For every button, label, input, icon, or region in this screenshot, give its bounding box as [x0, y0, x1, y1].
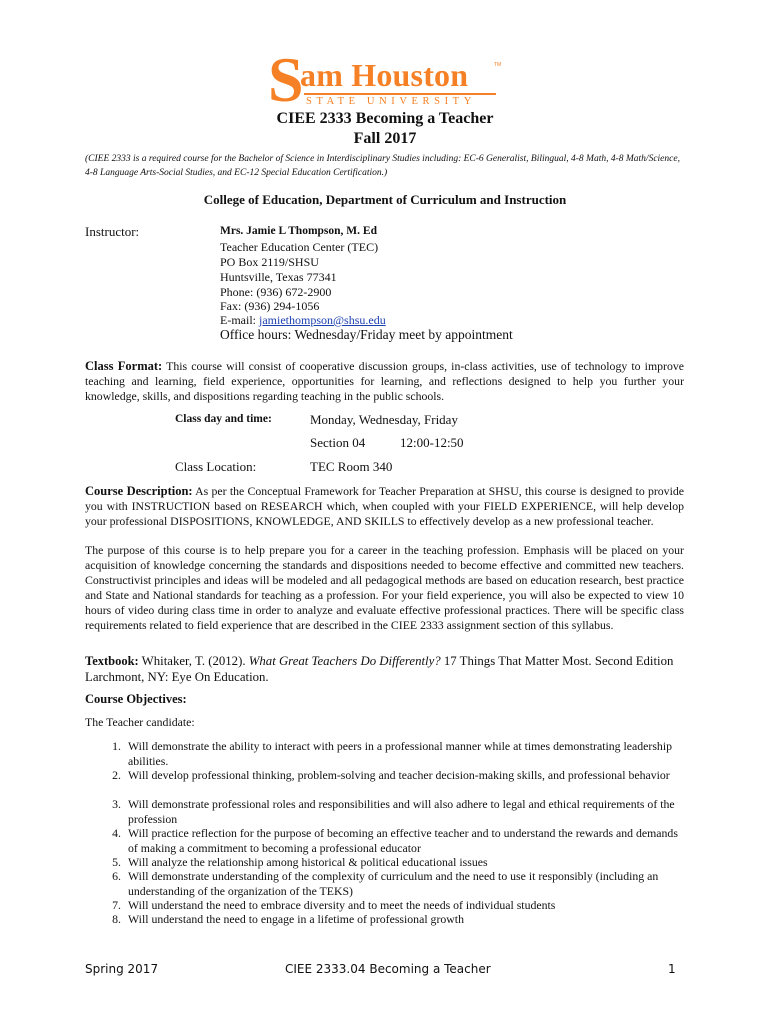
class-days: Monday, Wednesday, Friday [310, 412, 458, 427]
objective-number: 5. [112, 855, 121, 869]
objective-number: 6. [112, 869, 121, 883]
course-title: CIEE 2333 Becoming a Teacher [276, 110, 494, 127]
class-day-label: Class day and time: [175, 413, 272, 425]
objective-number: 2. [112, 768, 121, 782]
instructor-email-line [220, 313, 386, 328]
objective-number: 4. [112, 826, 121, 840]
textbook-author: Whitaker, T. (2012). [138, 654, 249, 668]
objective-text: Will understand the need to engage in a lifetime of professional growth [128, 912, 464, 926]
objective-number: 1. [112, 739, 121, 753]
objective-text: Will demonstrate professional roles and responsibilities and will also adhere to legal and ethical requirements of the profession [128, 797, 675, 826]
logo-wordmark: am Houston [300, 57, 469, 93]
instructor-fax: Fax: (936) 294-1056 [220, 299, 320, 313]
objective-number: 8. [112, 912, 121, 926]
objective-number: 3. [112, 797, 121, 811]
class-location-label: Class Location: [175, 459, 257, 474]
objective-text: Will demonstrate understanding of the complexity of curriculum and the need to use it responsibly (including an understanding of the organization of the TEKS) [128, 869, 659, 898]
objective-text: Will develop professional thinking, problem-solving and teacher decision-making skills, and professional behavior [128, 768, 670, 782]
instructor-address-1: Teacher Education Center (TEC) [220, 240, 379, 254]
objective-text: Will analyze the relationship among historical & political educational issues [128, 855, 488, 869]
objective-number: 7. [112, 898, 121, 912]
department-heading: College of Education, Department of Curriculum and Instruction [203, 192, 567, 207]
objectives-heading: Course Objectives: [85, 692, 187, 706]
textbook-paragraph [85, 653, 684, 685]
class-format-label: Class Format: [85, 359, 163, 373]
instructor-phone: Phone: (936) 672-2900 [220, 285, 332, 299]
instructor-name: Mrs. Jamie L Thompson, M. Ed [220, 225, 377, 237]
textbook-rest: 17 Things That Matter Most. Second Edition Larchmont, NY: Eye On Education. [85, 654, 674, 684]
footer-term: Spring 2017 [85, 962, 159, 976]
class-format-text: This course will consist of cooperative discussion groups, in-class activities, use of technology to improve teaching and learning, field experience, opportunities for learning, and reflections designed to help you further your knowledge, skills, and dispositions regarding teaching in the public schools. [85, 359, 684, 403]
course-note: (CIEE 2333 is a required course for the Bachelor of Science in Interdisciplinary Studies including: EC-6 Generalist, Bilingual, 4-8 Math, 4-8 Math/Science, 4-8 Language Arts-Social Studies, and EC-12 Special Education Certification.) [85, 154, 680, 178]
objective-text: Will practice reflection for the purpose of becoming an effective teacher and to understand the rewards and demands of making a commitment to becoming a professional educator [128, 826, 678, 855]
office-hours: Office hours: Wednesday/Friday meet by appointment [220, 327, 513, 342]
instructor-email-link[interactable]: jamiethompson@shsu.edu [259, 313, 386, 327]
course-description-text-1: As per the Conceptual Framework for Teacher Preparation at SHSU, this course is designed to provide you with INSTRUCTION based on RESEARCH which, when coupled with your FIELD EXPERIENCE, will help develop your professional DISPOSITIONS, KNOWLEDGE, AND SKILLS to effectively develop as a new professional teacher. [85, 484, 684, 528]
logo-trademark: TM [494, 62, 502, 68]
instructor-address-2: PO Box 2119/SHSU [220, 255, 319, 269]
logo-rule [304, 93, 496, 95]
footer-course: CIEE 2333.04 Becoming a Teacher [285, 962, 491, 976]
course-description-text-2: The purpose of this course is to help prepare you for a career in the teaching profession. Emphasis will be placed on your acquisition of knowledge concerning the standards and dispositions needed to become effective and committed new teachers. Constructivist principles and ideas will be modeled and all pedagogical methods are based on education research, best practice and State and National standards for teaching as a profession. For your field experience, you will also be expected to view 10 hours of video during class time in order to analyze and evaluate effective professional practices. There will be specific class requirements related to field experience that are described in the CIEE 2333 assignment section of this syllabus. [85, 543, 684, 632]
class-format-paragraph [85, 359, 684, 404]
page-number: 1 [668, 962, 676, 976]
course-term: Fall 2017 [353, 130, 417, 147]
course-description-label: Course Description: [85, 484, 193, 498]
class-section: Section 04 [310, 435, 366, 450]
course-description-paragraph [85, 484, 684, 529]
instructor-address-3: Huntsville, Texas 77341 [220, 270, 337, 284]
textbook-title: What Great Teachers Do Differently? [248, 654, 441, 668]
textbook-label: Textbook: [85, 654, 139, 668]
objectives-intro: The Teacher candidate: [85, 715, 195, 729]
class-time: 12:00-12:50 [400, 435, 464, 450]
logo-initial: S [268, 44, 304, 115]
objective-text: Will demonstrate the ability to interact with peers in a professional manner while at times demonstrating leadership abilities. [128, 739, 672, 768]
logo-subtitle: STATE UNIVERSITY [306, 96, 476, 107]
objective-text: Will understand the need to embrace diversity and to meet the needs of individual students [128, 898, 556, 912]
university-logo [268, 44, 508, 115]
class-location: TEC Room 340 [310, 459, 393, 474]
email-label: E-mail: [220, 313, 259, 327]
instructor-label: Instructor: [85, 224, 140, 239]
